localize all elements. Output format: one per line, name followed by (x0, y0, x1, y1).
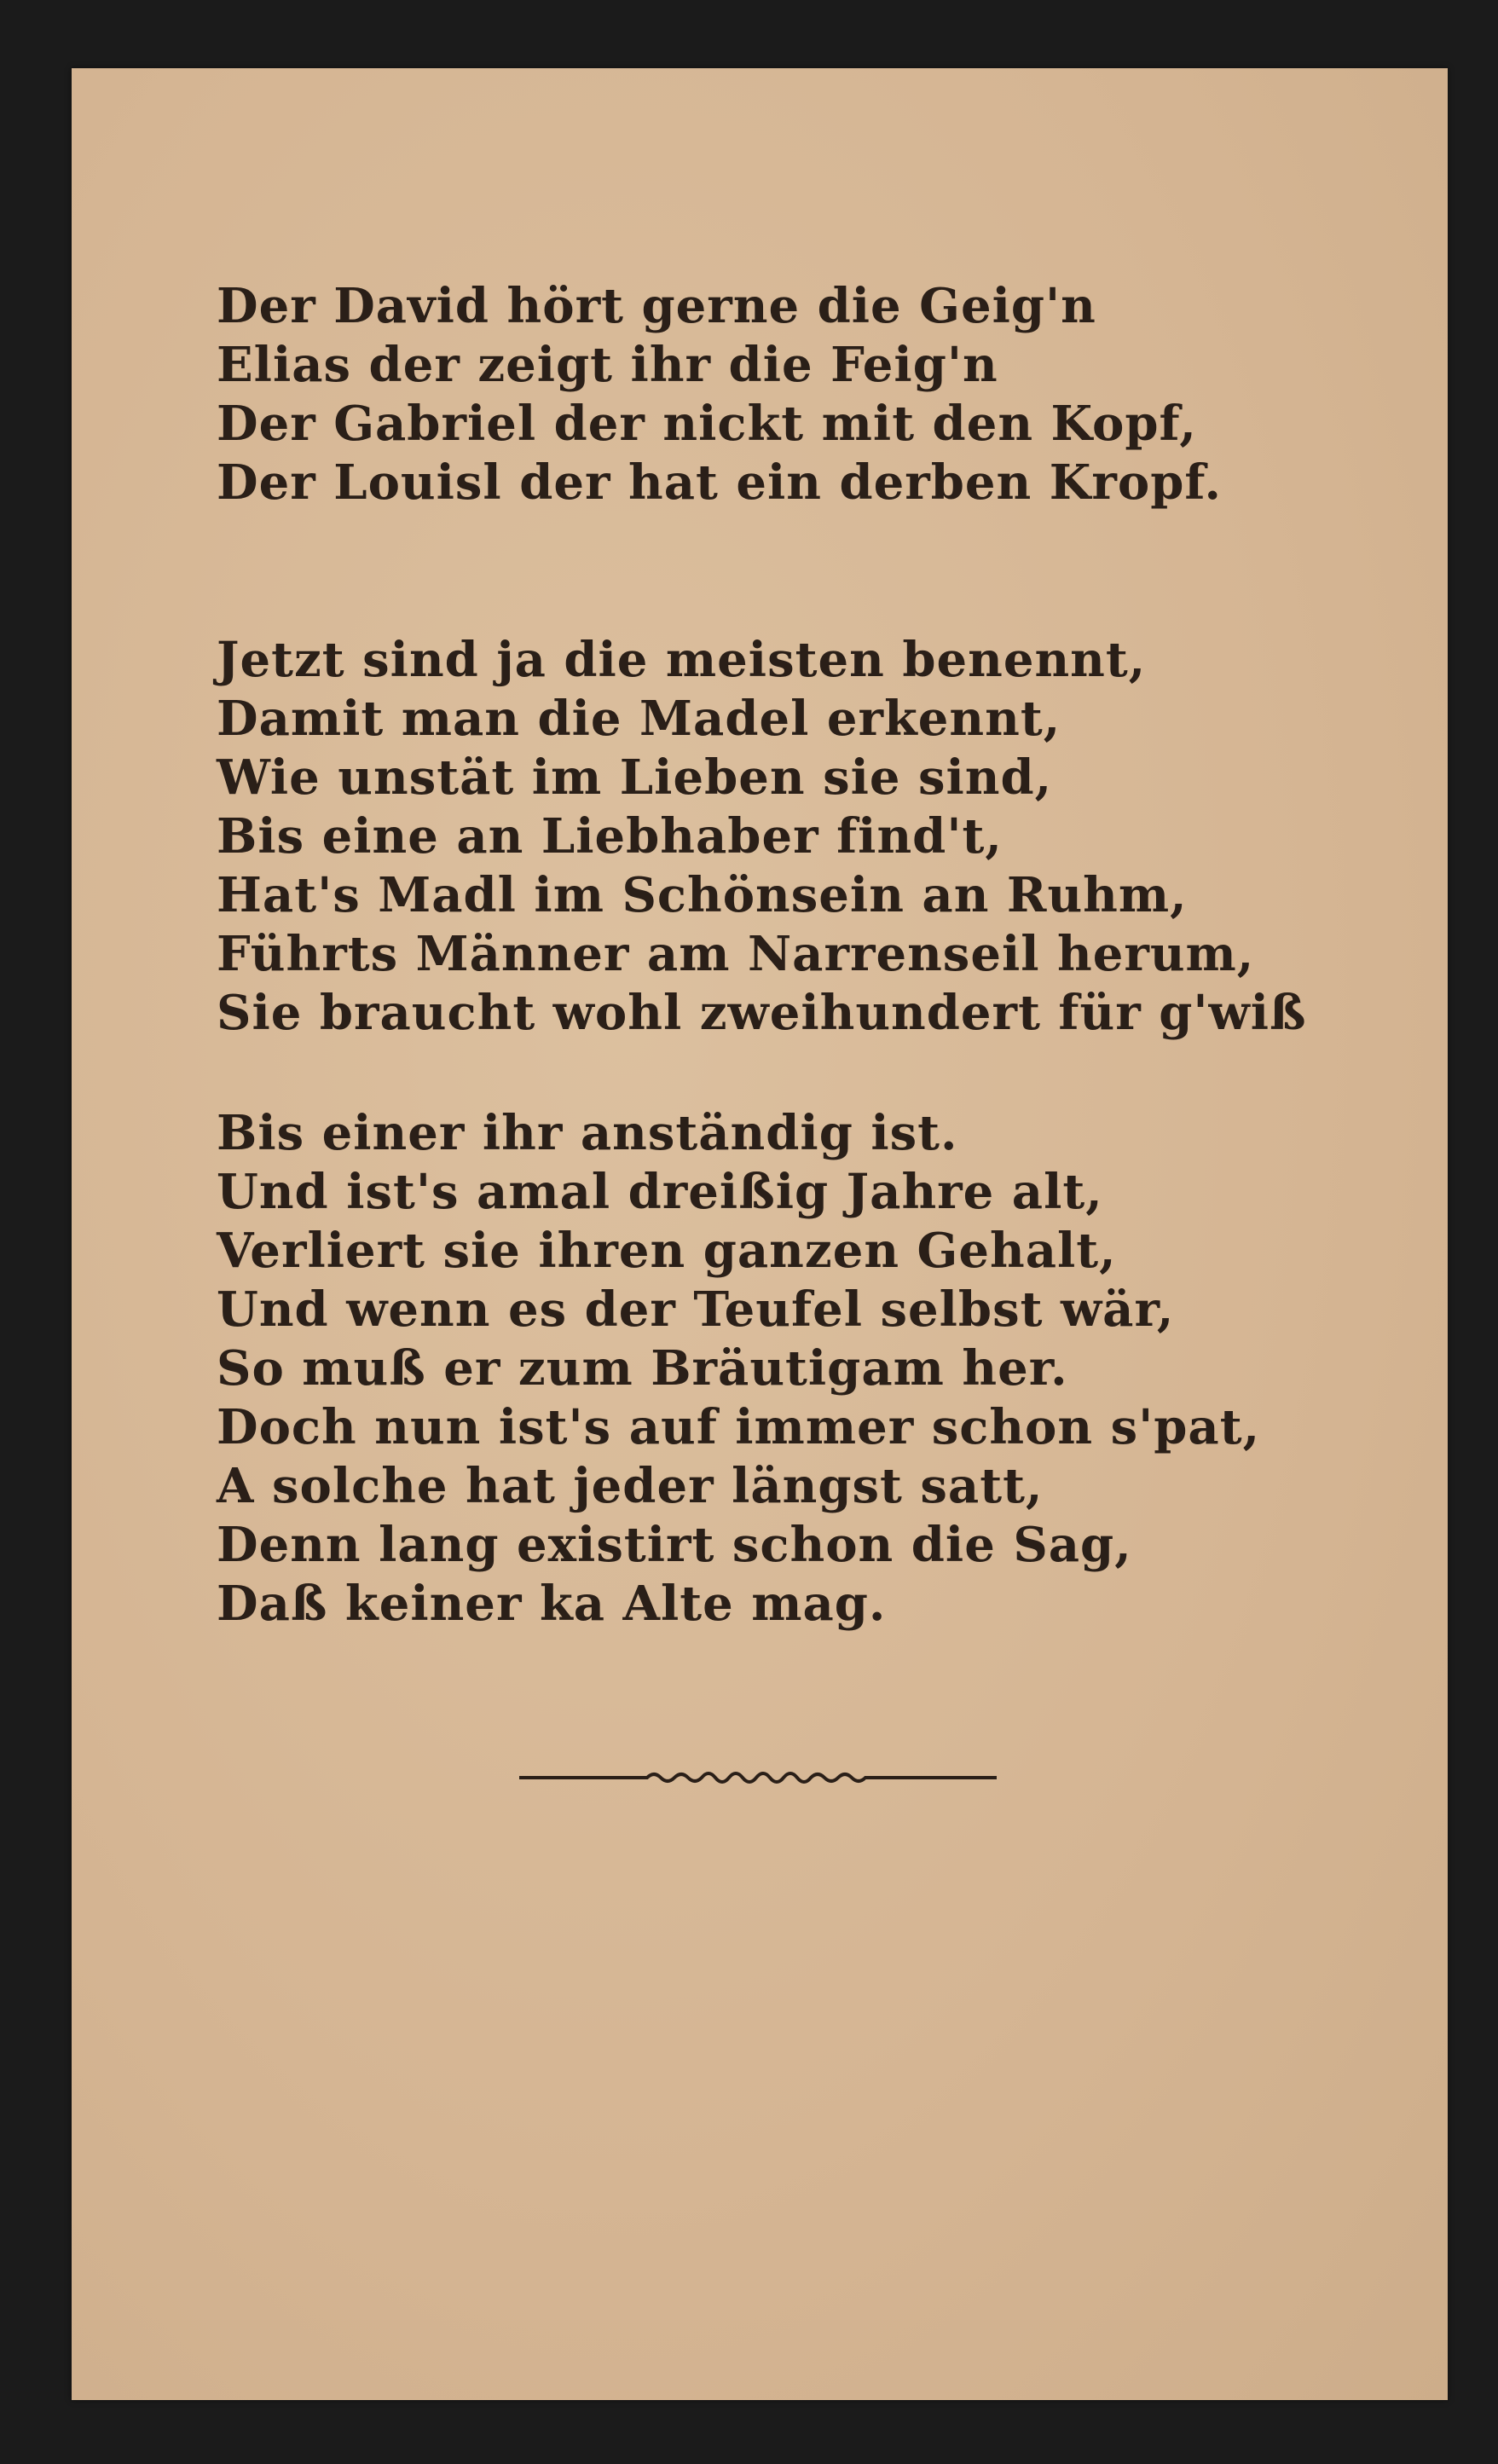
poem-line: Jetzt sind ja die meisten benennt, (217, 632, 1147, 688)
poem-line: So muß er zum Bräutigam her. (217, 1340, 1068, 1397)
poem-line: Der Gabriel der nickt mit den Kopf, (217, 396, 1197, 452)
wavy-rule-ornament (519, 1761, 997, 1795)
poem-line: Denn lang existirt schon die Sag, (217, 1517, 1132, 1573)
stanza-3 (217, 1104, 1260, 1634)
poem-line: Führts Männer am Narrenseil herum, (217, 926, 1255, 982)
poem-line: Hat's Madl im Schönsein an Ruhm, (217, 867, 1188, 923)
stanza-2 (217, 631, 1307, 1043)
stanza-1 (217, 277, 1222, 512)
poem-line: Damit man die Madel erkennt, (217, 691, 1061, 747)
poem-line: Bis eine an Liebhaber find't, (217, 808, 1003, 865)
poem-line: Und ist's amal dreißig Jahre alt, (217, 1164, 1103, 1220)
document-page (72, 68, 1448, 2400)
poem-line: Doch nun ist's auf immer schon s'pat, (217, 1399, 1261, 1455)
poem-line: Der David hört gerne die Geig'n (217, 278, 1096, 334)
poem-line: A solche hat jeder längst satt, (217, 1458, 1044, 1514)
poem-line: Sie braucht wohl zweihundert für g'wiß (217, 985, 1307, 1041)
poem-line: Und wenn es der Teufel selbst wär, (217, 1281, 1175, 1338)
poem-line: Wie unstät im Lieben sie sind, (217, 749, 1053, 806)
poem-line: Verliert sie ihren ganzen Gehalt, (217, 1223, 1117, 1279)
poem-line: Bis einer ihr anständig ist. (217, 1105, 958, 1161)
poem-line: Elias der zeigt ihr die Feig'n (217, 337, 998, 393)
poem-line: Der Louisl der hat ein derben Kropf. (217, 454, 1223, 511)
poem-line: Daß keiner ka Alte mag. (217, 1576, 887, 1632)
